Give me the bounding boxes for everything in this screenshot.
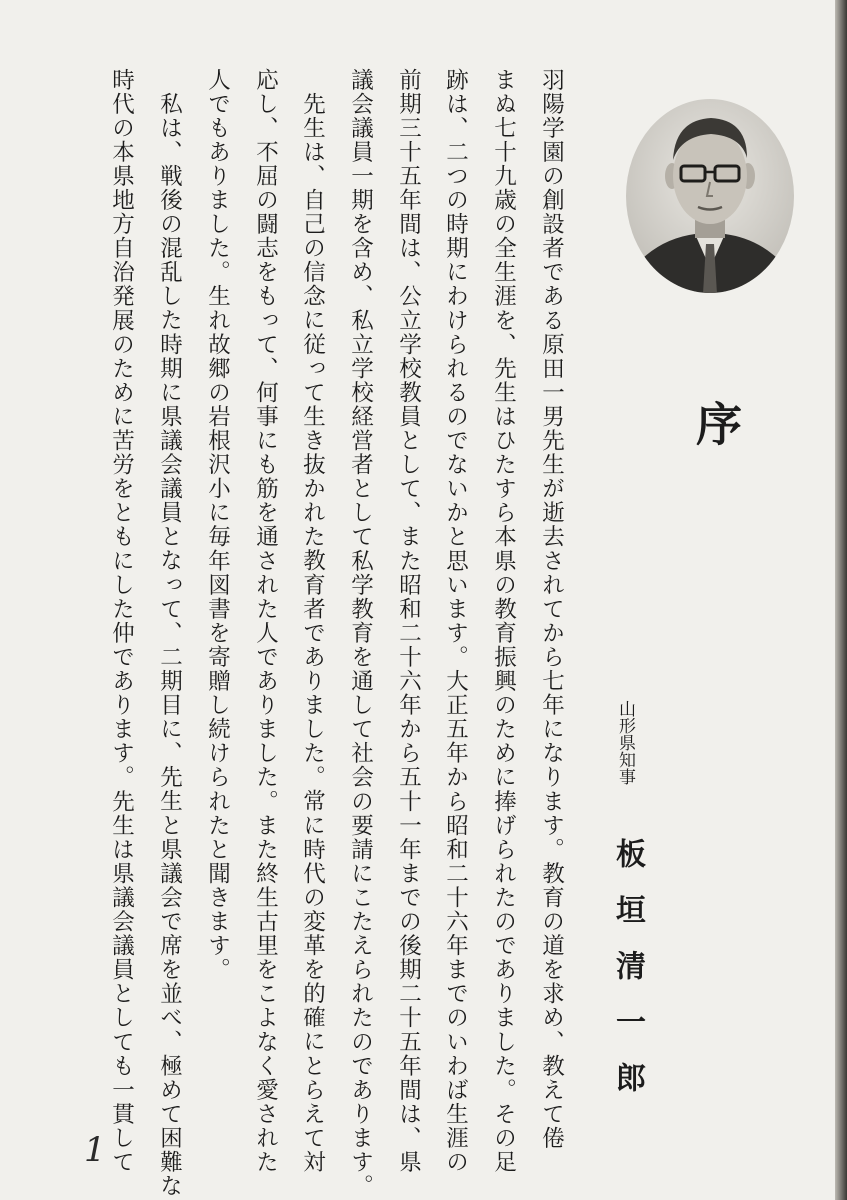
body-line-9: 私は、戦後の混乱した時期に県議会議員となって、二期目に、先生と県議会で席を並べ、極めて困難な <box>156 92 183 1199</box>
body-line-3: 跡は、二つの時期にわけられるのでないかと思います。大正五年から昭和二十六年までのいわば生涯の <box>442 68 469 1175</box>
page-number: 1 <box>84 1130 106 1170</box>
author-name: 板垣清一郎 <box>610 838 645 1118</box>
body-line-6: 先生は、自己の信念に従って生き抜かれた教育者でありました。常に時代の変革を的確にとらえて対 <box>299 92 326 1175</box>
body-line-1: 羽陽学園の創設者である原田一男先生が逝去されてから七年になります。教育の道を求め、教えて倦 <box>538 68 565 1151</box>
body-line-2: まぬ七十九歳の全生涯を、先生はひたすら本県の教育振興のために捧げられたのでありました。その足 <box>490 68 517 1175</box>
page-title: 序 <box>689 400 743 446</box>
author-portrait <box>625 98 795 294</box>
body-line-10: 時代の本県地方自治発展のために苦労をともにした仲であります。先生は県議会議員としても一貫して <box>108 68 135 1175</box>
body-line-5: 議会議員一期を含め、私立学校経営者として私学教育を通して社会の要請にこたえられたのであります。 <box>347 68 374 1199</box>
body-line-8: 人でもありました。生れ故郷の岩根沢小に毎年図書を寄贈し続けられたと聞きます。 <box>204 68 231 982</box>
author-title: 山形県知事 <box>615 700 635 785</box>
body-line-7: 応し、不屈の闘志をもって、何事にも筋を通された人でありました。また終生古里をこよなく愛された <box>252 68 279 1175</box>
body-line-4: 前期三十五年間は、公立学校教員として、また昭和二十六年から五十一年までの後期二十五年間は、県 <box>395 68 422 1175</box>
page-edge <box>835 0 847 1200</box>
